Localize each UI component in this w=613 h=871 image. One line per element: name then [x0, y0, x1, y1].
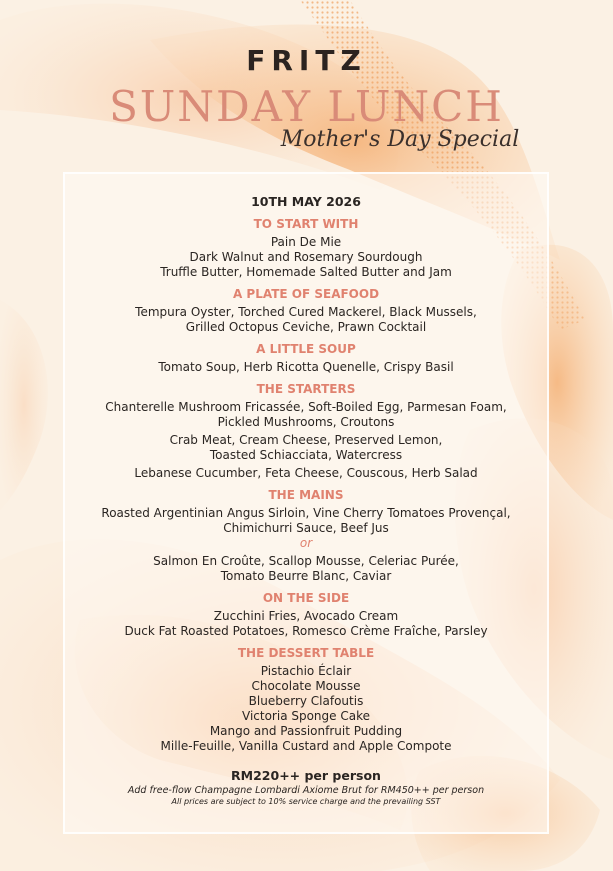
dish-group — [65, 360, 547, 375]
menu-section — [65, 591, 547, 639]
dish-line: Roasted Argentinian Angus Sirloin, Vine Cherry Tomatoes Provençal, — [101, 506, 511, 520]
section-title: THE DESSERT TABLE — [237, 646, 375, 660]
charges-note: All prices are subject to 10% service charge and the prevailing SST — [171, 797, 441, 806]
menu-subtitle: Mother's Day Special — [280, 127, 520, 152]
menu-section — [65, 342, 547, 375]
section-title: TO START WITH — [253, 217, 359, 231]
menu-title: SUNDAY LUNCH — [109, 82, 504, 131]
dish-group — [65, 305, 547, 335]
dish-line: Toasted Schiacciata, Watercress — [209, 448, 403, 462]
dish-group — [65, 466, 547, 481]
dish-group — [65, 506, 547, 536]
dish-line: Grilled Octopus Ceviche, Prawn Cocktail — [185, 320, 427, 334]
freeflow-note: Add free-flow Champagne Lombardi Axiome Brut for RM450++ per person — [127, 785, 485, 796]
dish-group — [65, 664, 547, 754]
dish-line: Duck Fat Roasted Potatoes, Romesco Crème Fraîche, Parsley — [124, 624, 488, 638]
brand-name: FRITZ — [246, 44, 367, 77]
dish-line: Victoria Sponge Cake — [242, 709, 370, 723]
price: RM220++ per person — [231, 768, 381, 783]
event-date: 10TH MAY 2026 — [251, 194, 361, 209]
menu-sections — [65, 217, 547, 754]
menu-section — [65, 217, 547, 280]
menu-panel — [63, 172, 549, 834]
dish-line: Chanterelle Mushroom Fricassée, Soft-Boiled Egg, Parmesan Foam, — [105, 400, 507, 414]
dish-line: Pickled Mushrooms, Croutons — [217, 415, 395, 429]
menu-section — [65, 287, 547, 335]
dish-line: Chimichurri Sauce, Beef Jus — [223, 521, 389, 535]
menu-section — [65, 488, 547, 584]
section-title: A PLATE OF SEAFOOD — [232, 287, 380, 301]
dish-line: Tomato Soup, Herb Ricotta Quenelle, Crispy Basil — [158, 360, 454, 374]
dish-line: Chocolate Mousse — [251, 679, 361, 693]
section-title: THE STARTERS — [256, 382, 356, 396]
dish-line: Pain De Mie — [270, 235, 342, 249]
dish-line: Pistachio Éclair — [260, 664, 352, 678]
dish-line: Tomato Beurre Blanc, Caviar — [220, 569, 392, 583]
dish-line: Lebanese Cucumber, Feta Cheese, Couscous, Herb Salad — [134, 466, 478, 480]
menu-section — [65, 382, 547, 481]
or-separator: or — [299, 536, 313, 550]
dish-line: Tempura Oyster, Torched Cured Mackerel, Black Mussels, — [135, 305, 477, 319]
dish-line: Mango and Passionfruit Pudding — [209, 724, 403, 738]
dish-line: Dark Walnut and Rosemary Sourdough — [189, 250, 423, 264]
section-title: A LITTLE SOUP — [256, 342, 356, 356]
dish-line: Salmon En Croûte, Scallop Mousse, Celeriac Purée, — [153, 554, 459, 568]
dish-line: Blueberry Clafoutis — [248, 694, 364, 708]
dish-group — [65, 235, 547, 280]
dish-group — [65, 554, 547, 584]
dish-group — [65, 609, 547, 639]
section-title: THE MAINS — [268, 488, 344, 502]
dish-line: Truffle Butter, Homemade Salted Butter and Jam — [160, 265, 452, 279]
dish-group — [65, 433, 547, 463]
dish-line: Mille-Feuille, Vanilla Custard and Apple Compote — [160, 739, 452, 753]
dish-line: Crab Meat, Cream Cheese, Preserved Lemon, — [169, 433, 443, 447]
dish-group — [65, 400, 547, 430]
section-title: ON THE SIDE — [262, 591, 350, 605]
dish-line: Zucchini Fries, Avocado Cream — [213, 609, 399, 623]
menu-section — [65, 646, 547, 754]
